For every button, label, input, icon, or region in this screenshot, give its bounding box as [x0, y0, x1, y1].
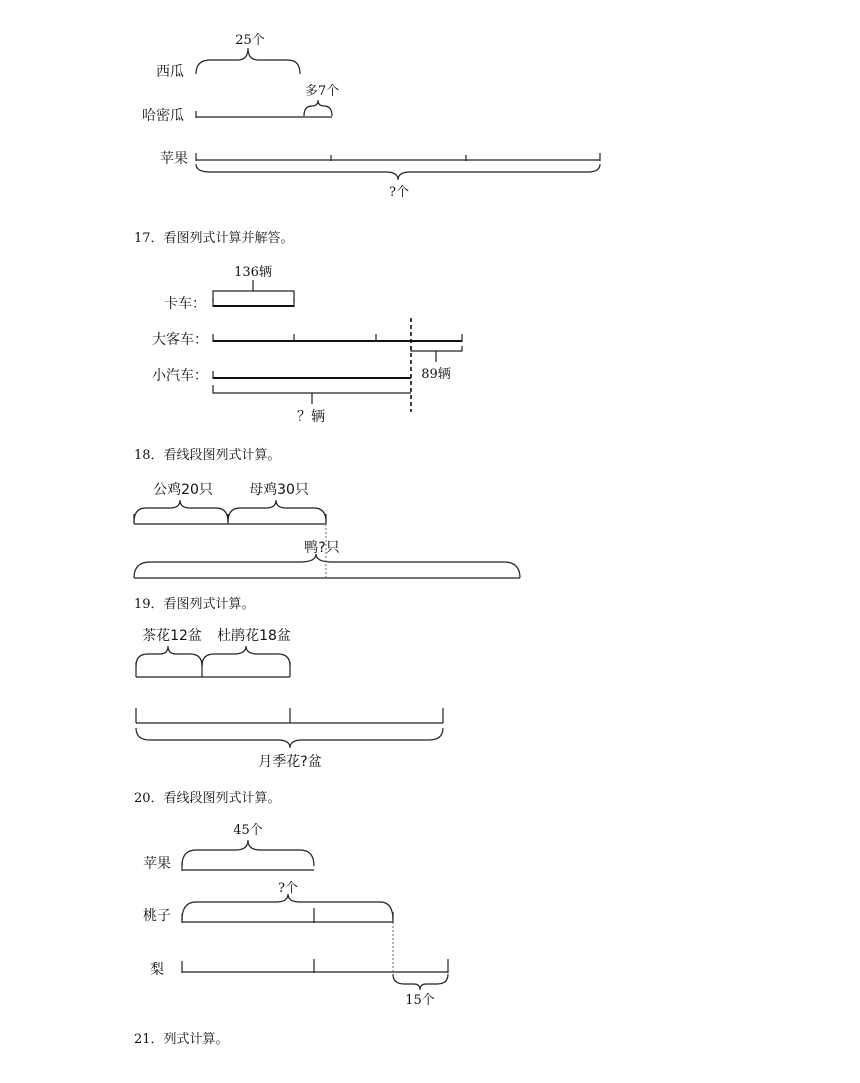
- question-18-title: 18．看线段图列式计算。: [134, 448, 281, 463]
- truck-bracket: [213, 291, 294, 302]
- pear-label: 梨: [150, 962, 164, 978]
- peach-brace: [182, 894, 393, 920]
- rooster-brace: [134, 500, 228, 522]
- fruit-diagram-16: [142, 33, 600, 200]
- hen-label: 母鸡30只: [249, 482, 309, 498]
- duck-label: 鸭?只: [304, 540, 340, 556]
- rooster-label: 公鸡20只: [153, 482, 213, 498]
- poultry-diagram-18: [134, 482, 520, 578]
- camellia-label: 茶花12盆: [142, 628, 202, 644]
- car-unknown: ？辆: [297, 409, 325, 425]
- truck-count: 136辆: [234, 265, 272, 280]
- car-label: 小汽车：: [152, 368, 208, 384]
- azalea-label: 杜鹃花18盆: [217, 628, 291, 644]
- apple-total: ?个: [389, 185, 409, 200]
- diff-bracket: [411, 346, 462, 351]
- apple-label: 苹果: [160, 151, 188, 167]
- pear-diff-brace: [393, 974, 448, 990]
- question-21-title: 21．列式计算。: [134, 1032, 229, 1047]
- rose-label: 月季花?盆: [258, 754, 322, 770]
- truck-label: 卡车：: [164, 296, 206, 312]
- hen-brace: [228, 500, 326, 522]
- cantaloupe-extra-brace: [304, 100, 332, 116]
- diff-count: 89辆: [421, 367, 451, 382]
- watermelon-label: 西瓜: [156, 64, 184, 80]
- question-17-title: 17．看图列式计算并解答。: [134, 231, 294, 246]
- question-19-title: 19．看图列式计算。: [134, 597, 255, 612]
- pear-diff: 15个: [405, 993, 435, 1008]
- watermelon-brace: [196, 48, 300, 74]
- rose-brace: [136, 728, 443, 748]
- car-total-bracket: [213, 385, 411, 393]
- camellia-brace: [136, 646, 202, 666]
- vehicle-diagram-17: [152, 265, 462, 425]
- apple-brace: [182, 840, 314, 866]
- peach-unknown: ?个: [278, 881, 298, 896]
- peach-label: 桃子: [143, 908, 171, 924]
- watermelon-count: 25个: [235, 33, 265, 48]
- cantaloupe-label: 哈密瓜: [142, 108, 184, 124]
- azalea-brace: [202, 646, 290, 666]
- apple-count: 45个: [233, 823, 263, 838]
- duck-brace: [134, 554, 520, 578]
- bus-label: 大客车：: [152, 332, 208, 348]
- apple-total-brace: [196, 164, 600, 180]
- flower-diagram-19: [136, 627, 443, 770]
- apple20-label: 苹果: [143, 856, 171, 872]
- fruit-diagram-20: [143, 823, 448, 1008]
- cantaloupe-more: 多7个: [304, 84, 340, 99]
- question-20-title: 20．看线段图列式计算。: [134, 791, 281, 806]
